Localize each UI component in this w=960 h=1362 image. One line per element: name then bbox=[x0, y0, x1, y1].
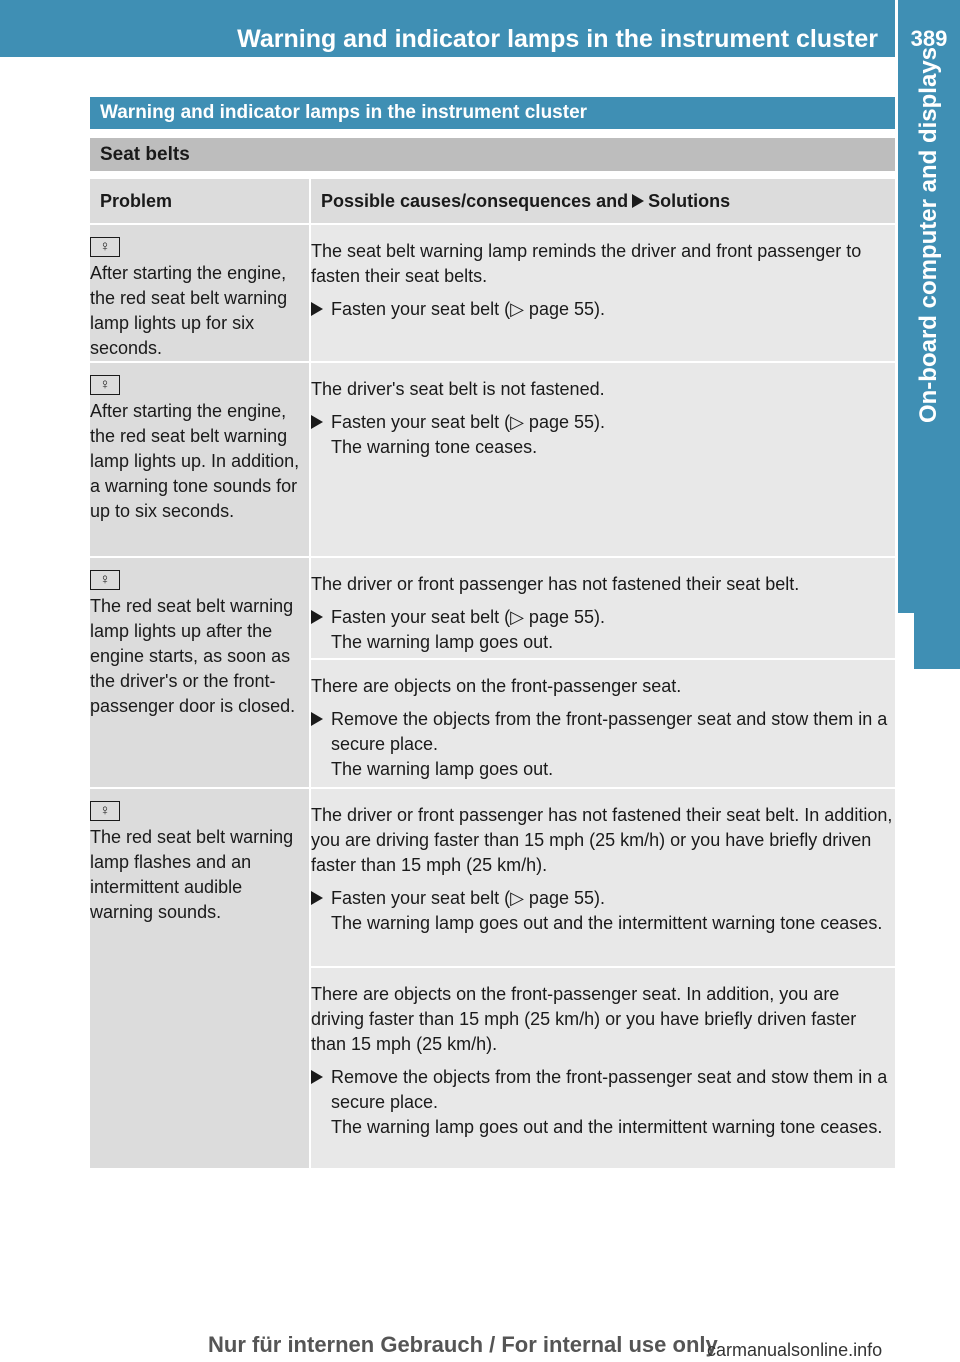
table-row bbox=[90, 788, 895, 967]
problem-text: The red seat belt warning lamp flashes and an intermittent audible warning sounds. bbox=[90, 827, 294, 922]
chapter-tab-marker bbox=[914, 613, 960, 669]
problem-cell bbox=[90, 362, 310, 557]
problem-cell bbox=[90, 788, 310, 1169]
table-row bbox=[90, 362, 895, 557]
action-step bbox=[311, 707, 895, 757]
action-text: Remove the objects from the front-passenger seat and stow them in a secure place. bbox=[331, 709, 888, 754]
solution-cell bbox=[310, 788, 895, 967]
action-text: Fasten your seat belt (▷ page 55). bbox=[331, 412, 605, 432]
arrow-icon bbox=[311, 415, 323, 429]
action-text: Fasten your seat belt (▷ page 55). bbox=[331, 607, 605, 627]
action-step bbox=[311, 297, 895, 322]
table-header-row bbox=[90, 179, 895, 224]
problem-text: After starting the engine, the red seat belt warning lamp lights up for six seconds. bbox=[90, 263, 288, 358]
seat-belt-table bbox=[90, 179, 895, 1170]
subsection-title: Seat belts bbox=[90, 138, 895, 171]
action-text: Fasten your seat belt (▷ page 55). bbox=[331, 299, 605, 319]
solution-cell bbox=[310, 362, 895, 557]
arrow-icon bbox=[311, 610, 323, 624]
page-number: 389 bbox=[910, 26, 948, 51]
result-text: The warning tone ceases. bbox=[331, 437, 538, 457]
solution-cell bbox=[310, 659, 895, 788]
cause-text: There are objects on the front-passenger seat. In addition, you are driving faster than 15 mph (25 km/h) or you have briefly driven faster than 15 mph (25 km/h). bbox=[311, 984, 857, 1054]
problem-text: The red seat belt warning lamp lights up after the engine starts, as soon as the driver's or the front-passenger door is closed. bbox=[90, 596, 296, 716]
action-text: Remove the objects from the front-passenger seat and stow them in a secure place. bbox=[331, 1067, 888, 1112]
column-header-solutions-suffix: Solutions bbox=[648, 191, 731, 211]
cause-text: The driver or front passenger has not fastened their seat belt. In addition, you are driving faster than 15 mph (25 km/h) or you have briefly driven faster than 15 mph (25 km/h). bbox=[311, 805, 893, 875]
solution-cell bbox=[310, 224, 895, 362]
column-header-problem: Problem bbox=[90, 179, 310, 224]
table-row bbox=[90, 557, 895, 659]
solution-cell bbox=[310, 557, 895, 659]
header-title: Warning and indicator lamps in the instrument cluster bbox=[237, 25, 878, 53]
page-header bbox=[0, 0, 960, 57]
column-header-solutions-prefix: Possible causes/consequences and bbox=[321, 191, 629, 211]
result-text: The warning lamp goes out. bbox=[331, 759, 554, 779]
cause-text: There are objects on the front-passenger seat. bbox=[311, 676, 682, 696]
result-text: The warning lamp goes out and the intermittent warning tone ceases. bbox=[331, 1117, 883, 1137]
action-step bbox=[311, 410, 895, 435]
seat-belt-lamp-icon: ♀ bbox=[90, 801, 120, 821]
arrow-icon bbox=[632, 194, 644, 208]
arrow-icon bbox=[311, 712, 323, 726]
seat-belt-lamp-icon: ♀ bbox=[90, 570, 120, 590]
problem-cell bbox=[90, 557, 310, 788]
action-step bbox=[311, 1065, 895, 1115]
arrow-icon bbox=[311, 302, 323, 316]
seat-belt-lamp-icon: ♀ bbox=[90, 375, 120, 395]
table-row bbox=[90, 224, 895, 362]
chapter-tab bbox=[898, 46, 960, 613]
result-text: The warning lamp goes out and the intermittent warning tone ceases. bbox=[331, 913, 883, 933]
cause-text: The driver or front passenger has not fastened their seat belt. bbox=[311, 574, 800, 594]
column-header-solutions bbox=[310, 179, 895, 224]
watermark: carmanualsonline.info bbox=[707, 1340, 883, 1360]
section-title: Warning and indicator lamps in the instrument cluster bbox=[90, 97, 895, 129]
solution-cell bbox=[310, 967, 895, 1169]
problem-cell bbox=[90, 224, 310, 362]
arrow-icon bbox=[311, 1070, 323, 1084]
cause-text: The driver's seat belt is not fastened. bbox=[311, 379, 605, 399]
footer-note: Nur für internen Gebrauch / For internal use only bbox=[208, 1332, 718, 1357]
seat-belt-lamp-icon: ♀ bbox=[90, 237, 120, 257]
chapter-label: On-board computer and displays bbox=[915, 46, 942, 424]
action-step bbox=[311, 886, 895, 911]
action-text: Fasten your seat belt (▷ page 55). bbox=[331, 888, 605, 908]
cause-text: The seat belt warning lamp reminds the driver and front passenger to fasten their seat belts. bbox=[311, 241, 862, 286]
arrow-icon bbox=[311, 891, 323, 905]
table-body bbox=[90, 224, 895, 1169]
problem-text: After starting the engine, the red seat belt warning lamp lights up. In addition, a warning tone sounds for up to six seconds. bbox=[90, 401, 300, 521]
result-text: The warning lamp goes out. bbox=[331, 632, 554, 652]
action-step bbox=[311, 605, 895, 630]
